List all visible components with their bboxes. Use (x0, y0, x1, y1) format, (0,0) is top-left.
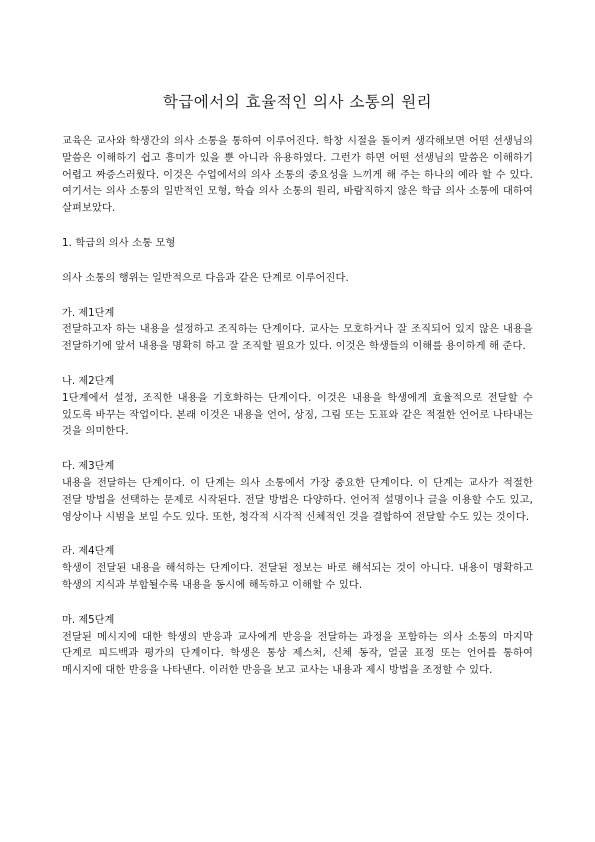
page-title: 학급에서의 효율적인 의사 소통의 원리 (162, 93, 433, 111)
step-3 (62, 459, 533, 526)
step-heading: 라. 제4단계 (62, 546, 115, 558)
step-body: 학생이 전달된 내용을 해석하는 단계이다. 전달된 정보는 바로 해석되는 것이 아니다. 내용이 명확하고 학생의 지식과 부합될수록 내용을 동시에 해독하고 이해할 수 있다. (62, 563, 533, 591)
step-1 (62, 306, 533, 356)
step-2 (62, 374, 533, 441)
step-body: 내용을 전달하는 단계이다. 이 단계는 의사 소통에서 가장 중요한 단계이다. 이 단계는 교사가 적절한 전달 방법을 선택하는 문제로 시작된다. 전달 방법은 다양하다. 언어적 설명이나 글을 이용할 수도 있고, 영상이나 시범을 보일 수도 있다. 또한, 청각적 시각적 신체적인 것을 결합하여 전달할 수도 있는 것이다. (62, 477, 533, 523)
step-heading: 나. 제2단계 (62, 375, 115, 387)
step-body: 전달하고자 하는 내용을 설정하고 조직하는 단계이다. 교사는 모호하거나 잘 조직되어 있지 않은 내용을 전달하기에 앞서 내용을 명확히 하고 잘 조직할 필요가 있다. 이것은 학생들의 이해를 용이하게 해 준다. (62, 324, 533, 353)
intro-paragraph: 교육은 교사와 학생간의 의사 소통을 통하여 이루어진다. 학창 시절을 돌이켜 생각해보면 어떤 선생님의 말씀은 이해하기 쉽고 흥미가 있을 뿐 아니라 유용하였다. 그런가 하면 어떤 선생님의 말씀은 이해하기 어렵고 짜증스러웠다. 이것은 수업에서의 의사 소통의 중요성을 느끼게 해 주는 하나의 예라 할 수 있다. 여기서는 의사 소통의 일반적인 모형, 학습 의사 소통의 원리, 바람직하지 않은 학급 의사 소통에 대하여 살펴보았다. (62, 136, 533, 215)
step-4 (62, 544, 533, 594)
step-body: 1단계에서 설정, 조직한 내용을 기호화하는 단계이다. 이것은 내용을 학생에게 효율적으로 전달할 수 있도록 바꾸는 작업이다. 본래 이것은 내용을 언어, 상징, 그림 또는 도표와 같은 적절한 언어로 나타내는 것을 의미한다. (62, 392, 533, 438)
step-heading: 가. 제1단계 (62, 307, 115, 319)
step-heading: 마. 제5단계 (62, 614, 115, 626)
section-heading: 1. 학급의 의사 소통 모형 (62, 237, 176, 249)
section-lead-paragraph: 의사 소통의 행위는 일반적으로 다음과 같은 단계로 이루어진다. (62, 272, 349, 284)
step-body: 전달된 메시지에 대한 학생의 반응과 교사에게 반응을 전달하는 과정을 포함하는 의사 소통의 마지막 단계로 피드백과 평가의 단계이다. 학생은 통상 제스처, 신체 동작, 얼굴 표정 또는 언어를 통하여 메시지에 대한 반응을 나타낸다. 이러한 반응을 보고 교사는 내용과 제시 방법을 조정할 수 있다. (62, 631, 533, 677)
step-5 (62, 613, 533, 680)
step-heading: 다. 제3단계 (62, 461, 115, 473)
